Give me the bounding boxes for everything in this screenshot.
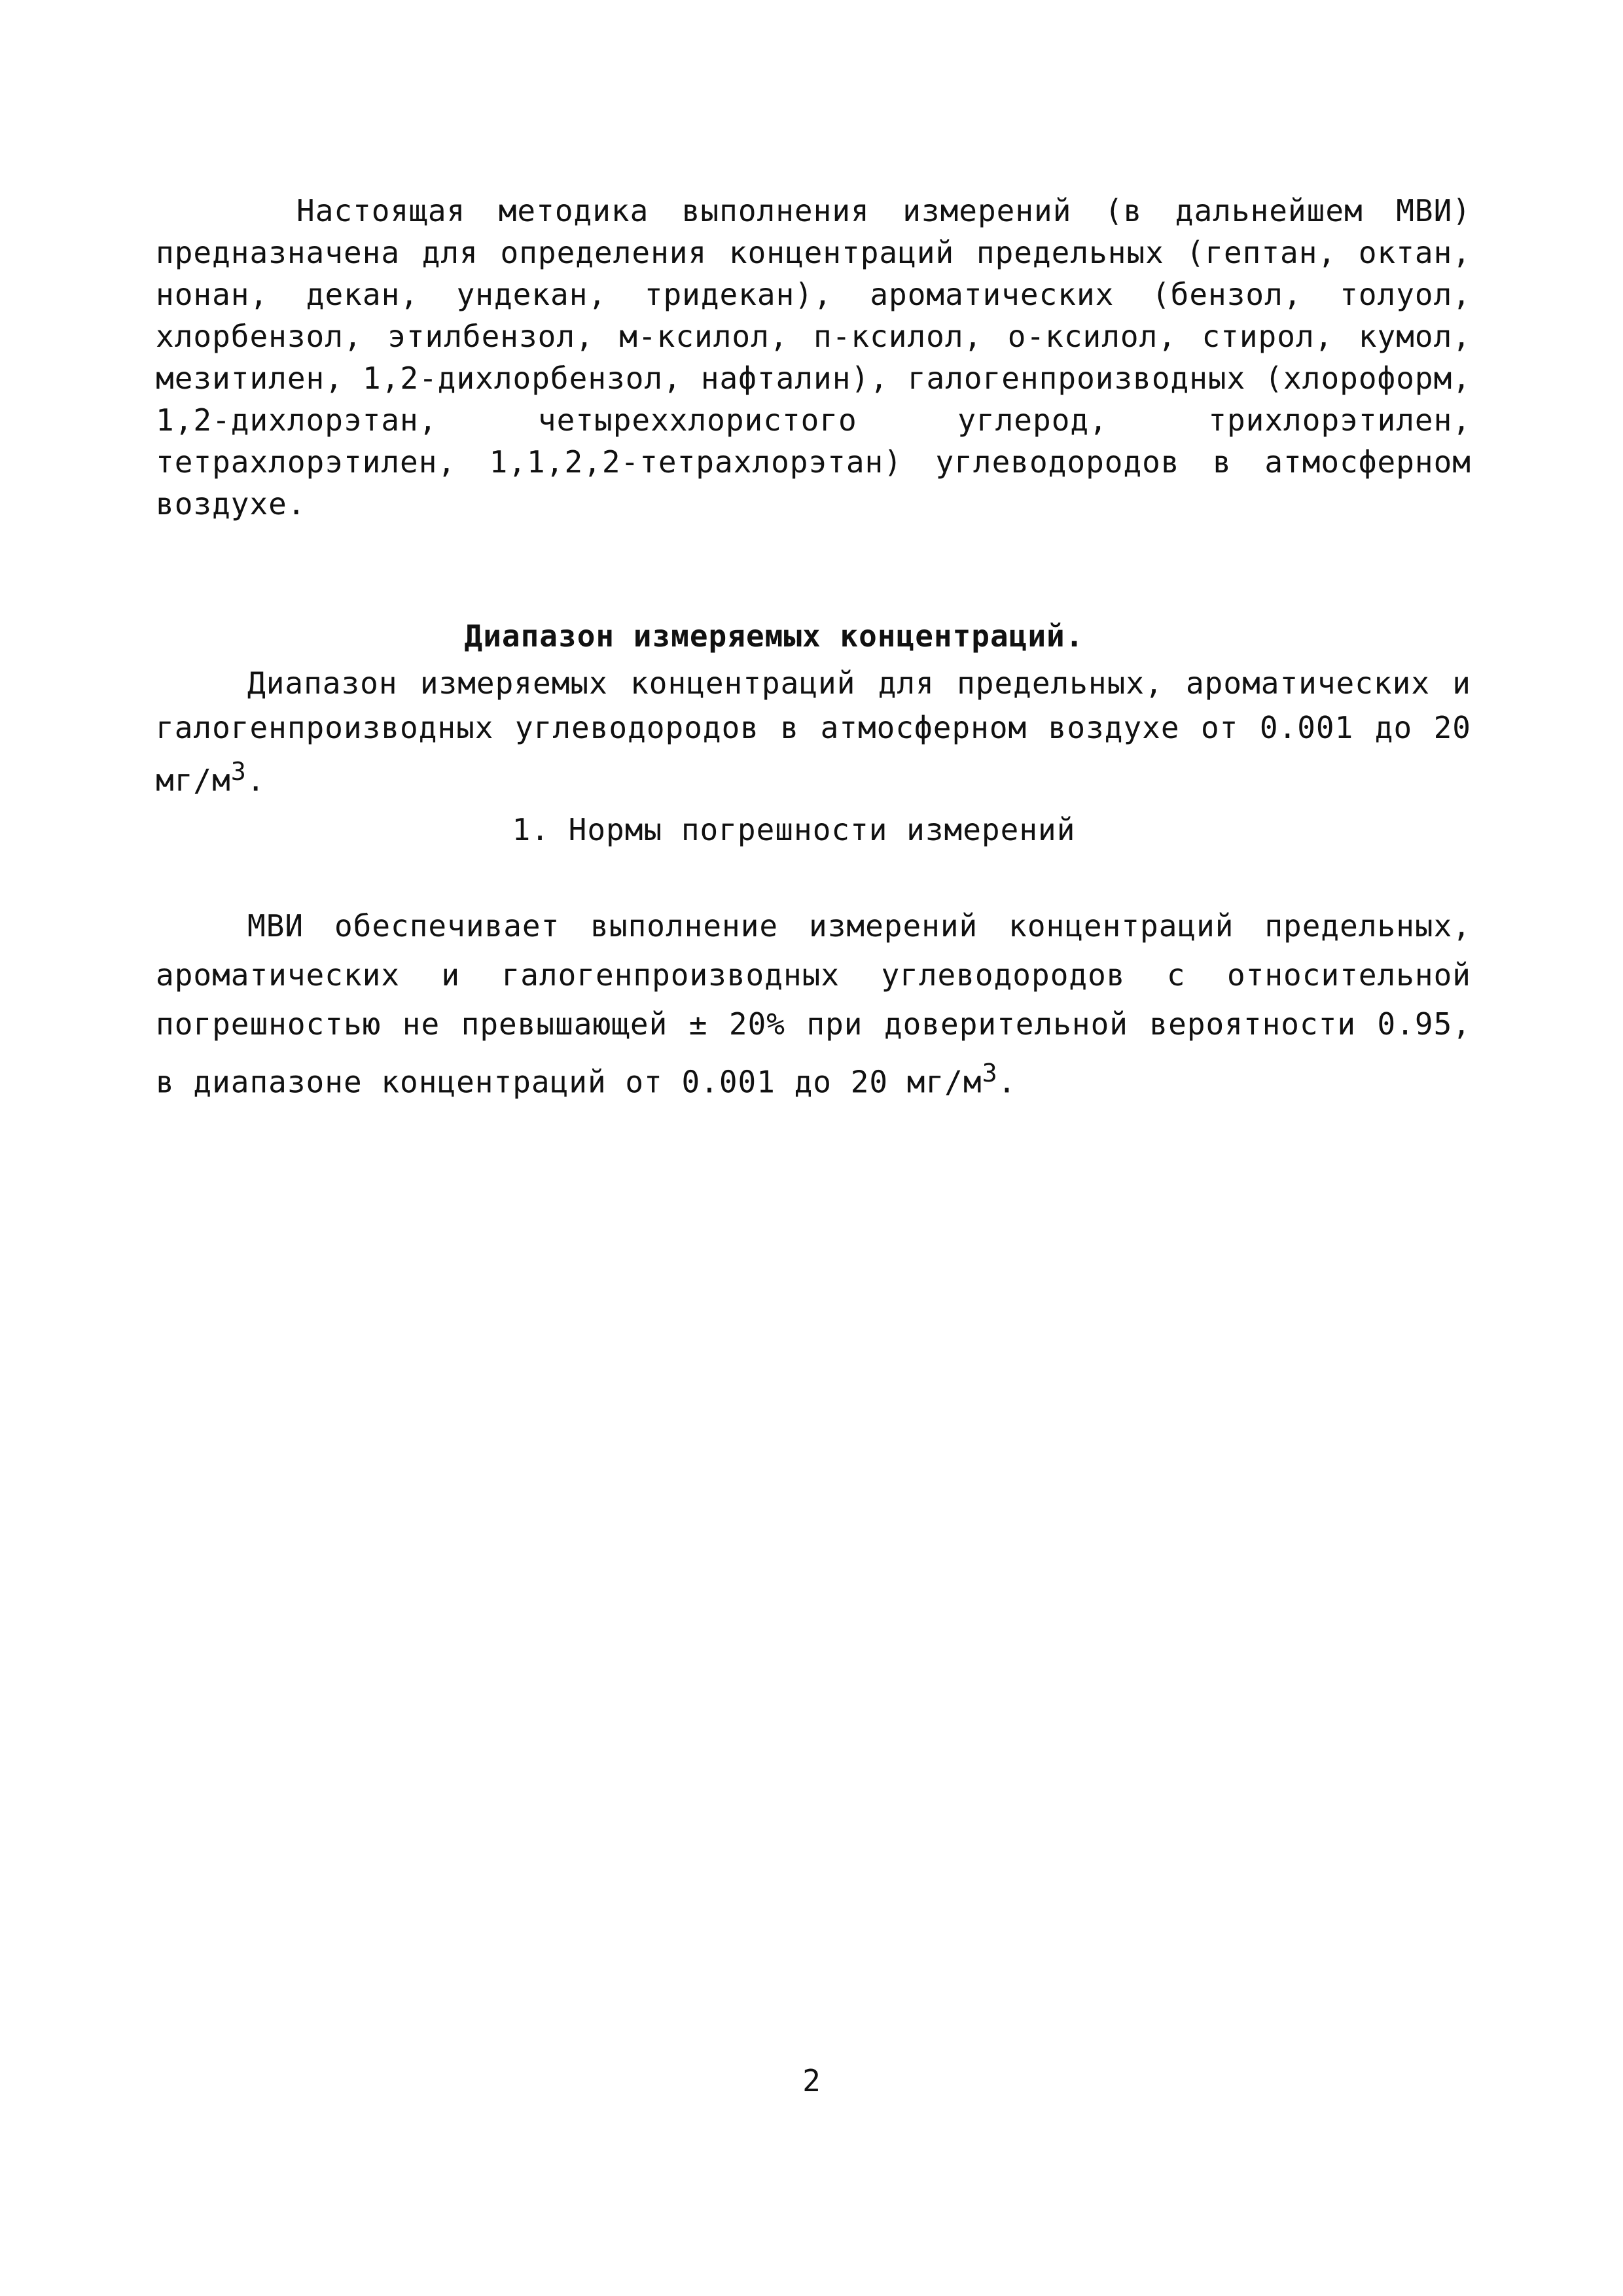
intro-paragraph: Настоящая методика выполнения измерений (в дальнейшем МВИ) предназначена для определения концентраций предельных (гептан, октан, нонан, декан, ундекан, тридекан), ароматических (бензол, толуол, хлорбензол, этилбензол, м-ксилол, п-ксилол, о-ксилол, стирол, кумол, мезитилен, 1,2-дихлорбензол, нафталин), галогенпроизводных (хлороформ, 1,2-дихлорэтан, четыреххлористого углерод, трихлорэтилен, тетрахлорэтилен, 1,1,2,2-тетрахлорэтан) углеводородов в атмосферном воздухе. xyxy=(156,193,1471,521)
range-heading: Диапазон измеряемых концентраций. xyxy=(464,618,1084,654)
section1-heading-block xyxy=(156,809,1471,851)
section1-body xyxy=(156,902,1471,1106)
section1-heading: 1. Нормы погрешности измерений xyxy=(512,812,1076,847)
section1-unit-superscript: 3 xyxy=(982,1059,998,1088)
intro-section xyxy=(156,190,1471,525)
range-text: Диапазон измеряемых концентраций для предельных, ароматических и галогенпроизводных углеводородов в атмосферном воздухе от 0.001 до 20 мг/м xyxy=(156,665,1471,798)
range-unit-superscript: 3 xyxy=(230,757,247,786)
section1-text: МВИ обеспечивает выполнение измерений концентраций предельных, ароматических и галогенпроизводных углеводородов с относительной погрешностью не превышающей ± 20% при доверительной вероятности 0.95, в диапазоне концентраций от 0.001 до 20 мг/м xyxy=(156,908,1471,1100)
page-number: 2 xyxy=(802,2063,821,2098)
section1-paragraph xyxy=(156,902,1471,1106)
range-section xyxy=(156,615,1471,802)
range-suffix: . xyxy=(246,762,266,798)
section1-suffix: . xyxy=(997,1064,1017,1100)
range-paragraph xyxy=(156,661,1471,802)
